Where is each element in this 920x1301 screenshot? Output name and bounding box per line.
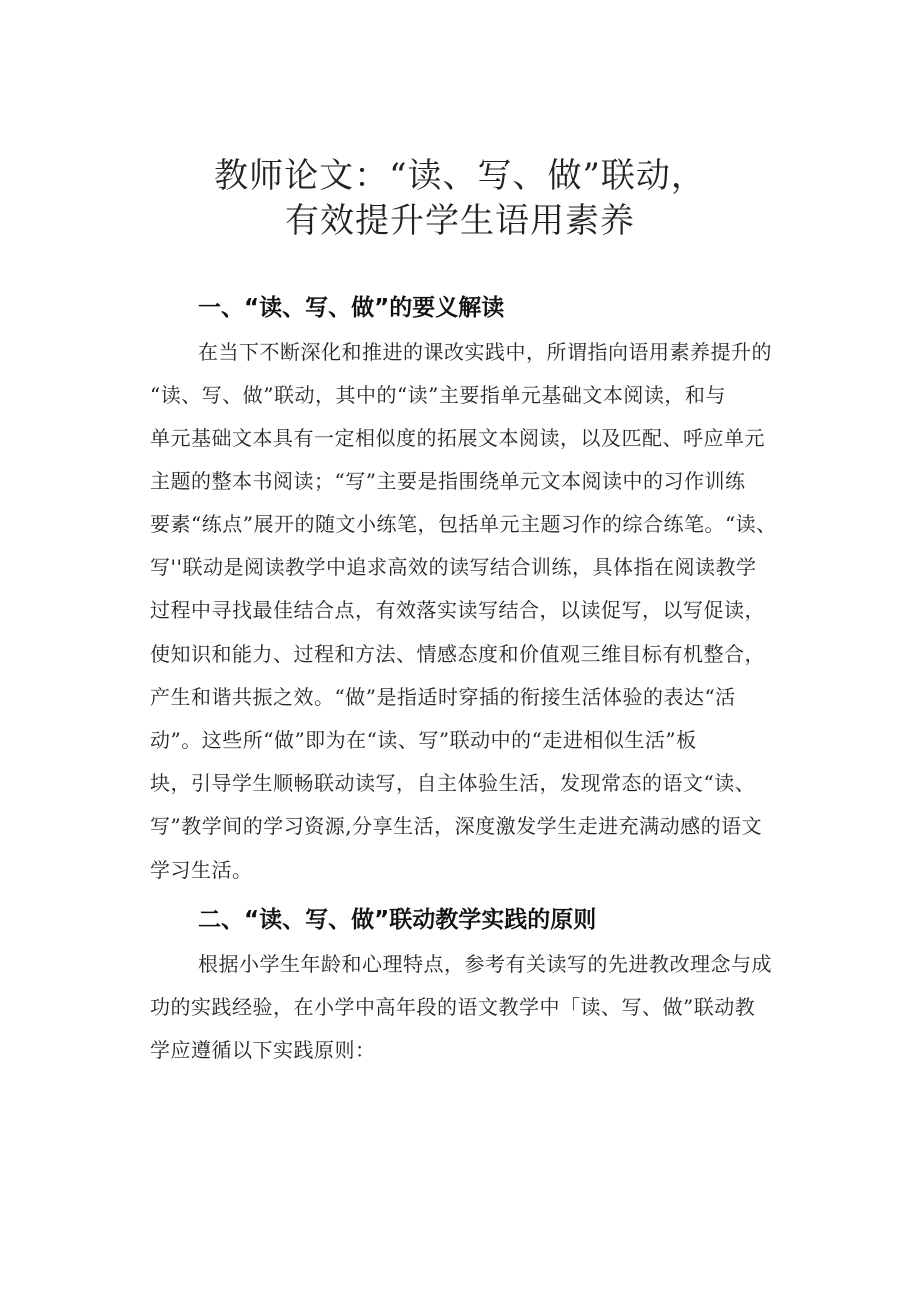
- section-2-heading: 二、“读、写、做”联动教学实践的原则: [198, 907, 597, 933]
- paragraph-line: 单元基础文本具有一定相似度的拓展文本阅读，以及匹配、呼应单元: [150, 426, 765, 450]
- paragraph-line: “读、写、做”联动，其中的“读”主要指单元基础文本阅读，和与: [150, 383, 726, 407]
- section-1-heading: 一、“读、写、做”的要义解读: [198, 295, 505, 321]
- paragraph-line: 学应遵循以下实践原则：: [150, 1038, 376, 1062]
- paragraph-line: 根据小学生年龄和心理特点，参考有关读写的先进教改理念与成: [198, 952, 772, 976]
- paragraph-line: 使知识和能力、过程和方法、情感态度和价值观三维目标有机整合，: [150, 642, 765, 666]
- paragraph-line: 块，引导学生顺畅联动读写，自主体验生活，发现常态的语文“读、: [150, 771, 756, 795]
- paragraph-line: 过程中寻找最佳结合点，有效落实读写结合，以读促写，以写促读，: [150, 598, 765, 622]
- paragraph-line: 在当下不断深化和推进的课改实践中，所谓指向语用素养提升的: [198, 340, 772, 364]
- paragraph-line: 功的实践经验，在小学中高年段的语文教学中「读、写、做”联动教: [150, 995, 756, 1019]
- paragraph-line: 写”教学间的学习资源,分享生活，深度激发学生走进充满动感的语文: [150, 814, 763, 838]
- paragraph-line: 动”。这些所“做”即为在“读、写”联动中的“走进相似生活”板: [150, 728, 697, 752]
- document-title-line-1: 教师论文：“读、写、做”联动，: [214, 156, 706, 196]
- document-title-line-2: 有效提升学生语用素养: [285, 201, 635, 241]
- paragraph-line: 要素“练点”展开的随文小练笔，包括单元主题习作的综合练笔。“读、: [150, 512, 777, 536]
- paragraph-line: 学习生活。: [150, 858, 253, 882]
- paragraph-line: 主题的整本书阅读；“写”主要是指围绕单元文本阅读中的习作训练: [150, 469, 746, 493]
- paragraph-line: 产生和谐共振之效。“做”是指适时穿插的衔接生活体验的表达“活: [150, 685, 736, 709]
- paragraph-line: 写''联动是阅读教学中追求高效的读写结合训练，具体指在阅读教学: [150, 555, 757, 579]
